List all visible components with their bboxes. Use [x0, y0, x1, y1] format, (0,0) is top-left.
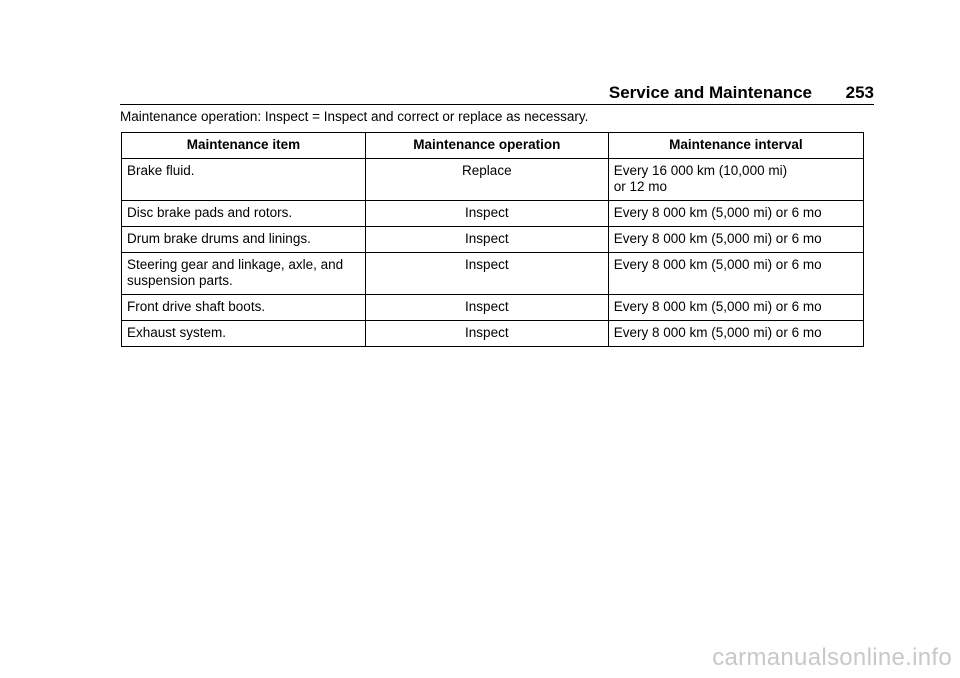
maintenance-operation-note: Maintenance operation: Inspect = Inspect and correct or replace as necessary. — [120, 109, 589, 124]
cell-line: Drum brake drums and linings. — [127, 231, 311, 246]
maintenance-interval-cell — [608, 253, 863, 295]
cell-line: Every 8 000 km (5,000 mi) or 6 mo — [613, 299, 822, 314]
cell-line: Brake fluid. — [127, 163, 195, 178]
maintenance-operation-cell: Inspect — [365, 295, 608, 321]
cell-line: Exhaust system. — [127, 325, 227, 340]
table-row — [122, 159, 864, 201]
cell-line: Steering gear and linkage, axle, and — [127, 257, 344, 272]
maintenance-item-cell — [122, 321, 366, 347]
maintenance-operation-cell: Inspect — [365, 201, 608, 227]
maintenance-interval-cell — [608, 201, 863, 227]
maintenance-item-cell — [122, 201, 366, 227]
cell-line: Every 8 000 km (5,000 mi) or 6 mo — [613, 325, 822, 340]
page-number: 253 — [845, 83, 874, 102]
cell-line: Every 8 000 km (5,000 mi) or 6 mo — [613, 205, 822, 220]
maintenance-interval-cell — [608, 295, 863, 321]
cell-line: Disc brake pads and rotors. — [127, 205, 293, 220]
cell-line: suspension parts. — [127, 273, 233, 288]
table-row — [122, 321, 864, 347]
maintenance-schedule-table — [121, 132, 864, 347]
page-header — [120, 80, 874, 105]
cell-line: Every 16 000 km (10,000 mi) — [613, 163, 788, 178]
maintenance-item-cell — [122, 227, 366, 253]
maintenance-operation-cell: Inspect — [365, 321, 608, 347]
site-watermark: carmanualsonline.info — [712, 644, 952, 671]
table-header-row — [122, 133, 864, 159]
header-maintenance-operation: Maintenance operation — [365, 133, 608, 159]
maintenance-interval-cell — [608, 227, 863, 253]
table-row — [122, 227, 864, 253]
maintenance-operation-cell: Inspect — [365, 227, 608, 253]
header-maintenance-item: Maintenance item — [122, 133, 366, 159]
table-row — [122, 295, 864, 321]
cell-line: Every 8 000 km (5,000 mi) or 6 mo — [613, 257, 822, 272]
section-title: Service and Maintenance — [608, 83, 812, 102]
cell-line: Every 8 000 km (5,000 mi) or 6 mo — [613, 231, 822, 246]
cell-line: Front drive shaft boots. — [127, 299, 266, 314]
maintenance-interval-cell — [608, 159, 863, 201]
maintenance-operation-cell: Replace — [365, 159, 608, 201]
maintenance-item-cell — [122, 159, 366, 201]
table-row — [122, 253, 864, 295]
cell-line: or 12 mo — [613, 179, 668, 194]
table-row — [122, 201, 864, 227]
maintenance-interval-cell — [608, 321, 863, 347]
header-maintenance-interval: Maintenance interval — [608, 133, 863, 159]
maintenance-operation-cell: Inspect — [365, 253, 608, 295]
maintenance-item-cell — [122, 253, 366, 295]
maintenance-item-cell — [122, 295, 366, 321]
